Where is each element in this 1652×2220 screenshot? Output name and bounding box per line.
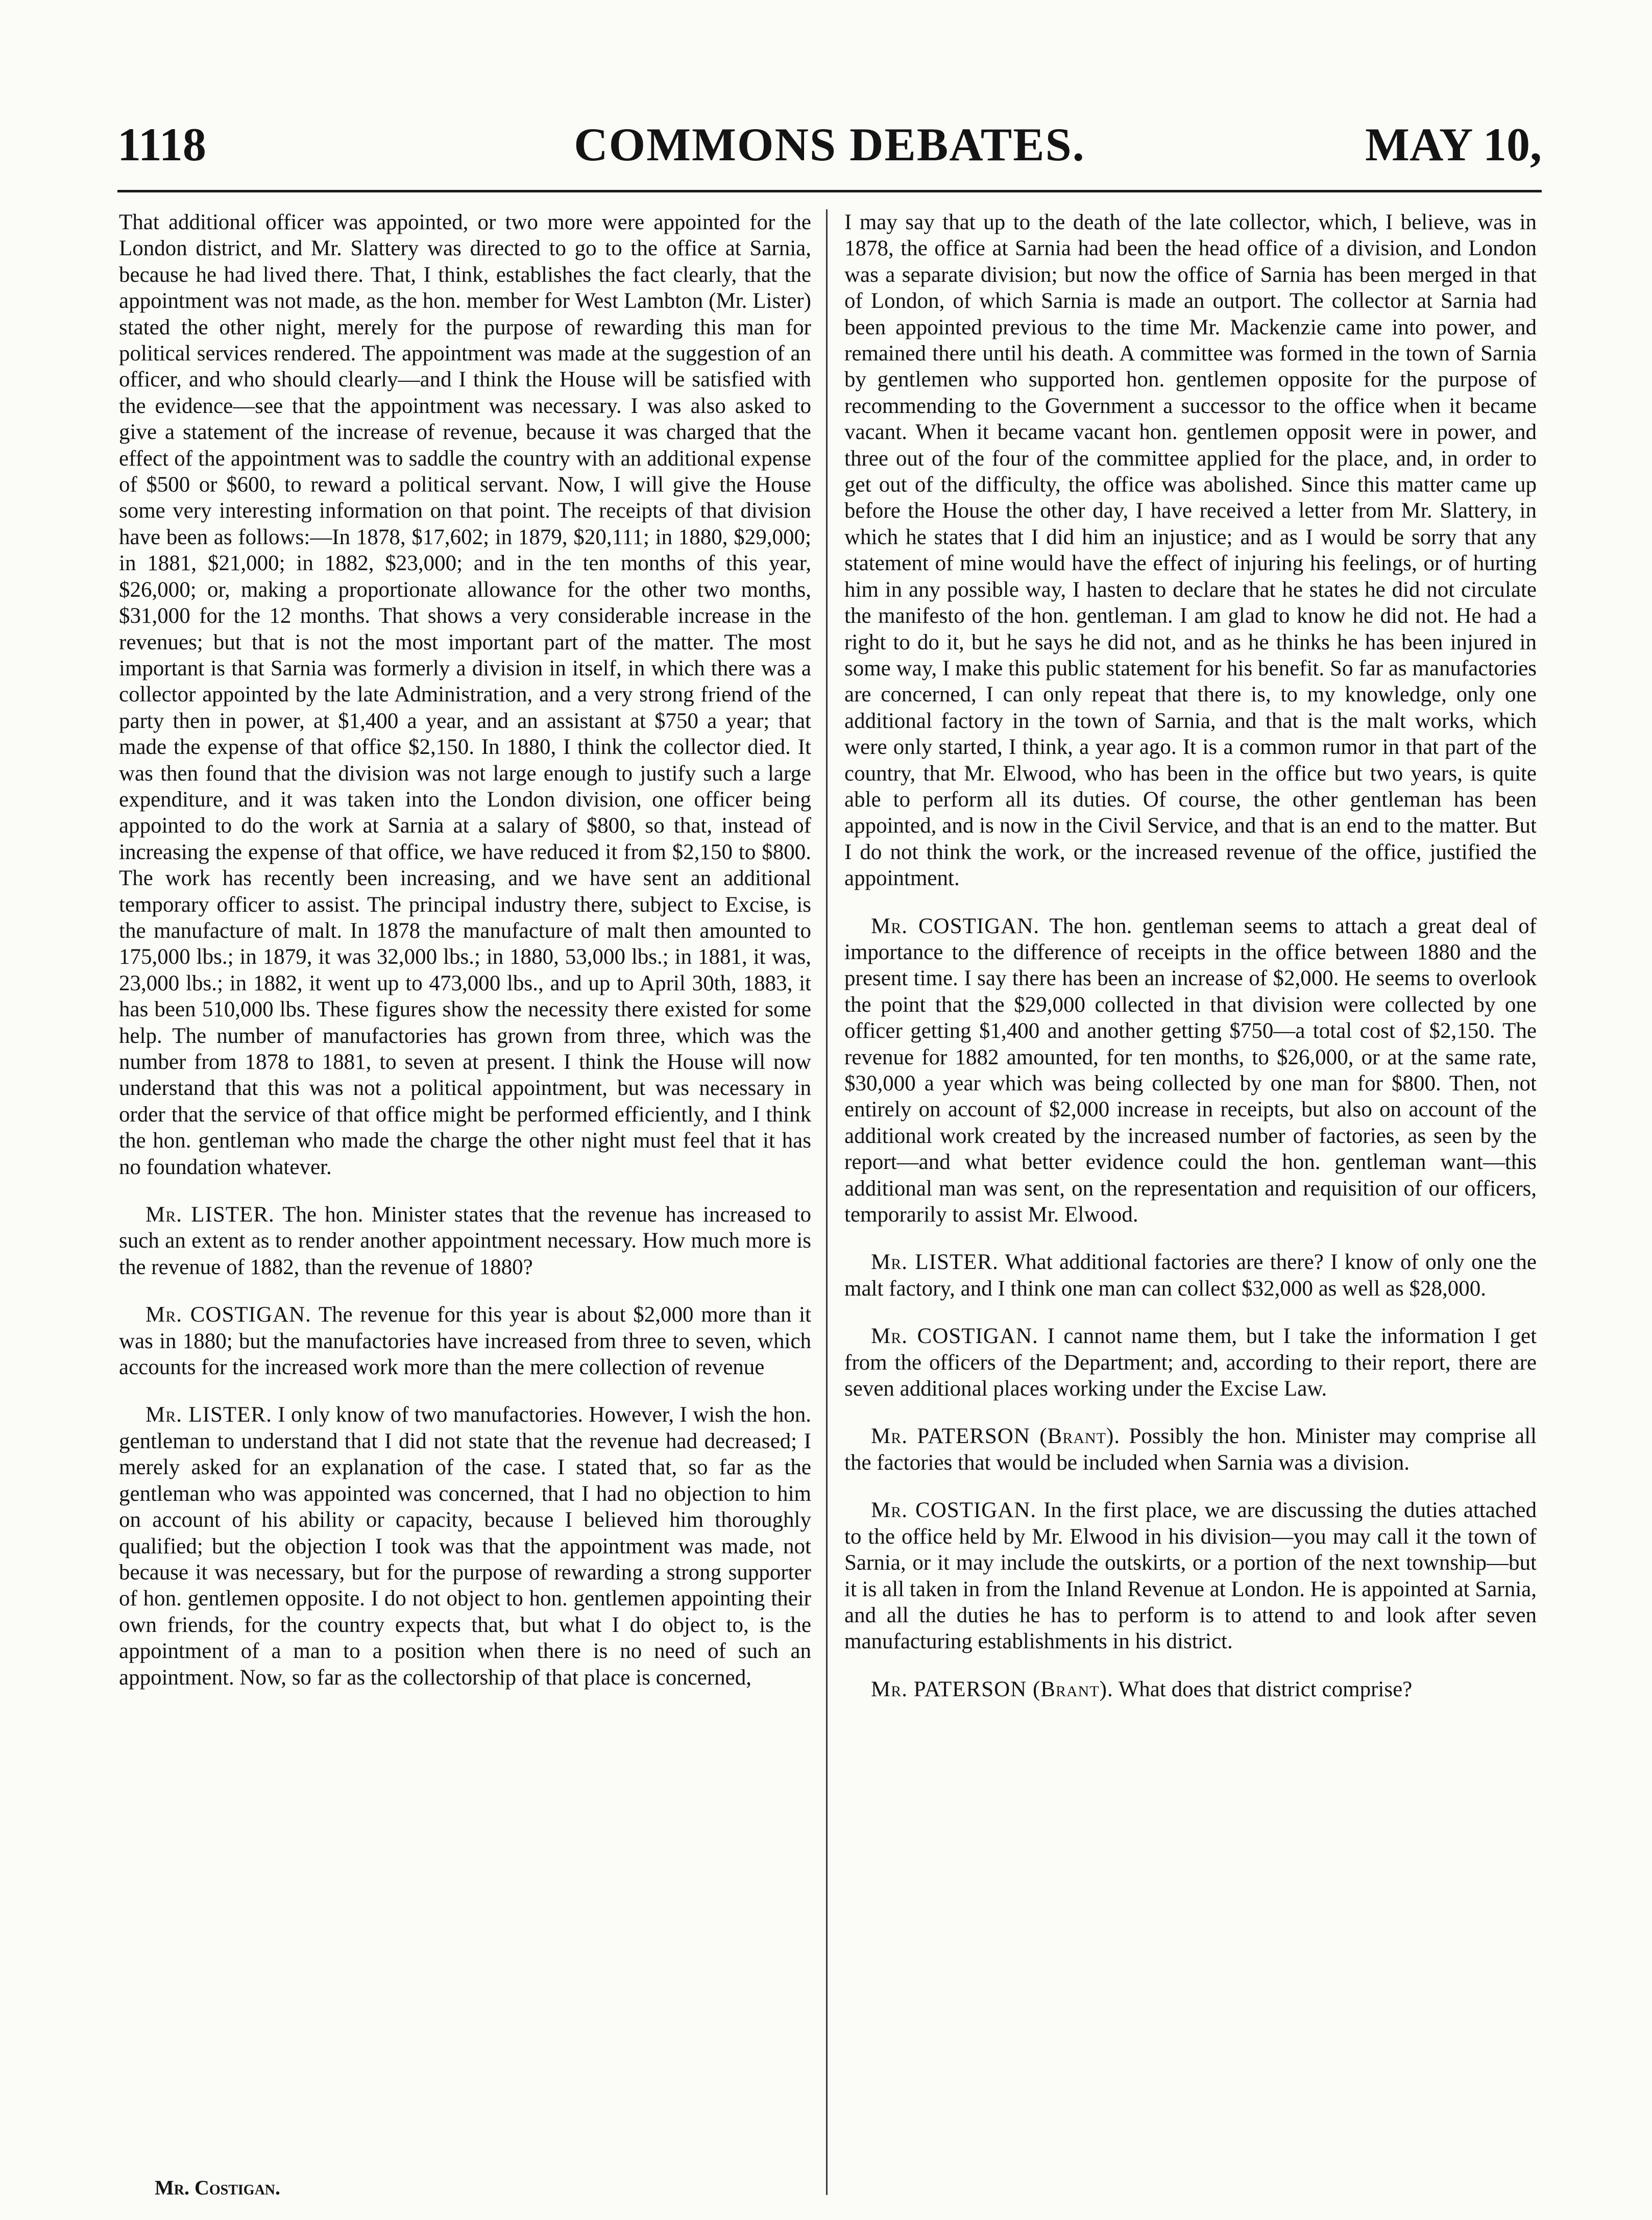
- speech-paragraph: [119, 1402, 811, 1690]
- page-header: [117, 117, 1542, 179]
- page-date: MAY 10,: [1365, 118, 1542, 170]
- speech-paragraph: [119, 1302, 811, 1380]
- speaker-name: Mr. LISTER.: [145, 1203, 275, 1227]
- right-column: [844, 209, 1537, 1702]
- paragraph-text: That additional officer was appointed, or two more were appointed for the London district, and Mr. Slattery was directed to go to the office at Sarnia, because he had lived there. That, I think, establishes the fact clearly, that the appointment was not made, as the hon. member for West Lambton (Mr. Lister) stated the other night, merely for the purpose of rewarding this man for political services rendered. The appointment was made at the suggestion of an officer, and who should clearly—and I think the House will be satisfied with the evidence—see that the appointment was necessary. I was also asked to give a statement of the increase of revenue, because it was charged that the effect of the appointment was to saddle the country with an additional expense of $500 or $600, to reward a political servant. Now, I will give the House some very interesting information on that point. The receipts of that division have been as follows:—In 1878, $17,602; in 1879, $20,111; in 1880, $29,000; in 1881, $21,000; in 1882, $23,000; and in the ten months of this year, $26,000; or, making a proportionate allowance for the other two months, $31,000 for the 12 months. That shows a very considerable increase in the revenues; but that is not the most important part of the matter. The most important is that Sarnia was formerly a division in itself, in which there was a collector appointed by the late Administration, and a very strong friend of the party then in power, at $1,400 a year, and an assistant at $750 a year; that made the expense of that office $2,150. In 1880, I think the collector died. It was then found that the division was not large enough to justify such a large expenditure, and it was taken into the London division, one officer being appointed to do the work at Sarnia at a salary of $800, so that, instead of increasing the expense of that office, we have reduced it from $2,150 to $800. The work has recently been increasing, and we have sent an additional temporary officer to assist. The principal industry there, subject to Excise, is the manufacture of malt. In 1878 the manufacture of malt then amounted to 175,000 lbs.; in 1879, it was 32,000 lbs.; in 1880, 53,000 lbs.; in 1881, it was, 23,000 lbs.; in 1882, it went up to 473,000 lbs., and up to April 30th, 1883, it has been 510,000 lbs. These figures show the necessity there existed for some help. The number of manufactories has grown from three, which was the number from 1878 to 1881, to seven at present. I think the House will now understand that this was not a political appointment, but was necessary in order that the service of that office might be performed efficiently, and I think the hon. gentleman who made the charge the other night must feel that it has no foundation whatever.: [119, 210, 811, 1179]
- speech-text: I only know of two manufactories. However, I wish the hon. gentleman to understand that I did not state that the revenue had decreased; I merely asked for an explanation of the case. I stated that, so far as the gentleman who was appointed was concerned, that I had no objection to him on account of his ability or capacity, because I believed him thoroughly qualified; but the objection I took was that the appointment was made, not because it was necessary, but for the purpose of rewarding a strong supporter of hon. gentlemen opposite. I do not object to hon. gentlemen appointing their own friends, for the country expects that, but what I do object to, is the appointment of a man to a position when there is no need of such an appointment. Now, so far as the collectorship of that place is concerned,: [119, 1403, 811, 1690]
- speech-paragraph: [844, 1323, 1537, 1402]
- page-number: 1118: [117, 118, 206, 170]
- paragraph: [119, 209, 811, 1180]
- speaker-name: Mr. LISTER.: [145, 1403, 272, 1427]
- speaker-name: Mr. COSTIGAN.: [871, 914, 1040, 938]
- speech-text: I cannot name them, but I take the information I get from the officers of the Department; and, according to their report, there are seven additional places working under the Excise Law.: [844, 1324, 1537, 1401]
- speaker-name: Mr. COSTIGAN.: [145, 1303, 311, 1327]
- left-column: [119, 209, 811, 1691]
- speech-text: The hon. gentleman seems to attach a great deal of importance to the difference of receipts in the office between 1880 and the present time. I say there has been an increase of $2,000. He seems to overlook the point that the $29,000 collected in that division were collected by one officer getting $1,400 and another getting $750—a total cost of $2,150. The revenue for 1882 amounted, for ten months, to $26,000, or at the same rate, $30,000 a year which was being collected by one man for $800. Then, not entirely on account of $2,000 increase in receipts, but also on account of the additional work created by the increased number of factories, as seen by the report—and what better evidence could the hon. gentleman want—this additional man was sent, on the representation and requisition of our officers, temporarily to assist Mr. Elwood.: [844, 914, 1537, 1227]
- speaker-name: Mr. PATERSON (Brant).: [871, 1677, 1113, 1701]
- speaker-name: Mr. PATERSON (Brant).: [871, 1424, 1121, 1449]
- publication-title: COMMONS DEBATES.: [574, 118, 1085, 170]
- speaker-name: Mr. COSTIGAN.: [871, 1498, 1037, 1523]
- speech-paragraph: [844, 1497, 1537, 1654]
- paragraph-text: I may say that up to the death of the late collector, which, I believe, was in 1878, the office at Sarnia had been the head office of a division, and London was a separate division; but now the office of Sarnia has been merged in that of London, of which Sarnia is made an outport. The collector at Sarnia had been appointed previous to the time Mr. Mackenzie came into power, and remained there until his death. A committee was formed in the town of Sarnia by gentlemen who supported hon. gentlemen opposite for the purpose of recommending to the Government a successor to the office when it became vacant. When it became vacant hon. gentlemen opposit were in power, and three out of the four of the committee applied for the place, and, in order to get out of the difficulty, the office was abolished. Since this matter came up before the House the other day, I have received a letter from Mr. Slattery, in which he states that I did him an injustice; and as I would be sorry that any statement of mine would have the effect of injuring his feelings, or of hurting him in any possible way, I hasten to declare that he states he did not circulate the manifesto of the hon. gentleman. I am glad to know he did not. He had a right to do it, but he says he did not, and as he thinks he has been injured in some way, I make this public statement for his benefit. So far as manufactories are concerned, I can only repeat that there is, to my knowledge, only one additional factory in the town of Sarnia, and that is the malt works, which were only started, I think, a year ago. It is a common rumor in that part of the country, that Mr. Elwood, who has been in the office but two years, is quite able to perform all its duties. Of course, the other gentleman has been appointed, and is now in the Civil Service, and that is an end to the matter. But I do not think the work, or the increased revenue of the office, justified the appointment.: [844, 210, 1537, 891]
- speech-text: What additional factories are there? I know of only one the malt factory, and I think one man can collect $32,000 as well as $28,000.: [844, 1250, 1537, 1301]
- footer-speaker-note: Mr. Costigan.: [155, 2176, 281, 2199]
- speech-text: Possibly the hon. Minister may comprise all the factories that would be included when Sarnia was a division.: [844, 1424, 1537, 1475]
- speech-paragraph: [844, 1676, 1537, 1702]
- speech-text: What does that district comprise?: [1118, 1677, 1413, 1701]
- speaker-name: Mr. COSTIGAN.: [871, 1324, 1038, 1349]
- header-rule: [117, 190, 1542, 192]
- speech-paragraph: [844, 1249, 1537, 1302]
- speech-text: In the first place, we are discussing the duties attached to the office held by Mr. Elwood in his division—you may call it the town of Sarnia, or it may include the outskirts, or a portion of the next township—but it is all taken in from the Inland Revenue at London. He is appointed at Sarnia, and all the duties he has to perform is to attend to and look after seven manufacturing establishments in his district.: [844, 1498, 1537, 1654]
- speech-paragraph: [844, 1423, 1537, 1476]
- speech-text: The hon. Minister states that the revenue has increased to such an extent as to render another appointment necessary. How much more is the revenue of 1882, than the revenue of 1880?: [119, 1203, 811, 1279]
- paragraph: [844, 209, 1537, 892]
- speaker-name: Mr. LISTER.: [871, 1250, 999, 1275]
- speech-paragraph: [119, 1202, 811, 1280]
- speech-text: The revenue for this year is about $2,000 more than it was in 1880; but the manufactories have increased from three to seven, which accounts for the increased work more than the mere collection of revenue: [119, 1303, 811, 1380]
- column-divider: [826, 209, 828, 2195]
- speech-paragraph: [844, 913, 1537, 1228]
